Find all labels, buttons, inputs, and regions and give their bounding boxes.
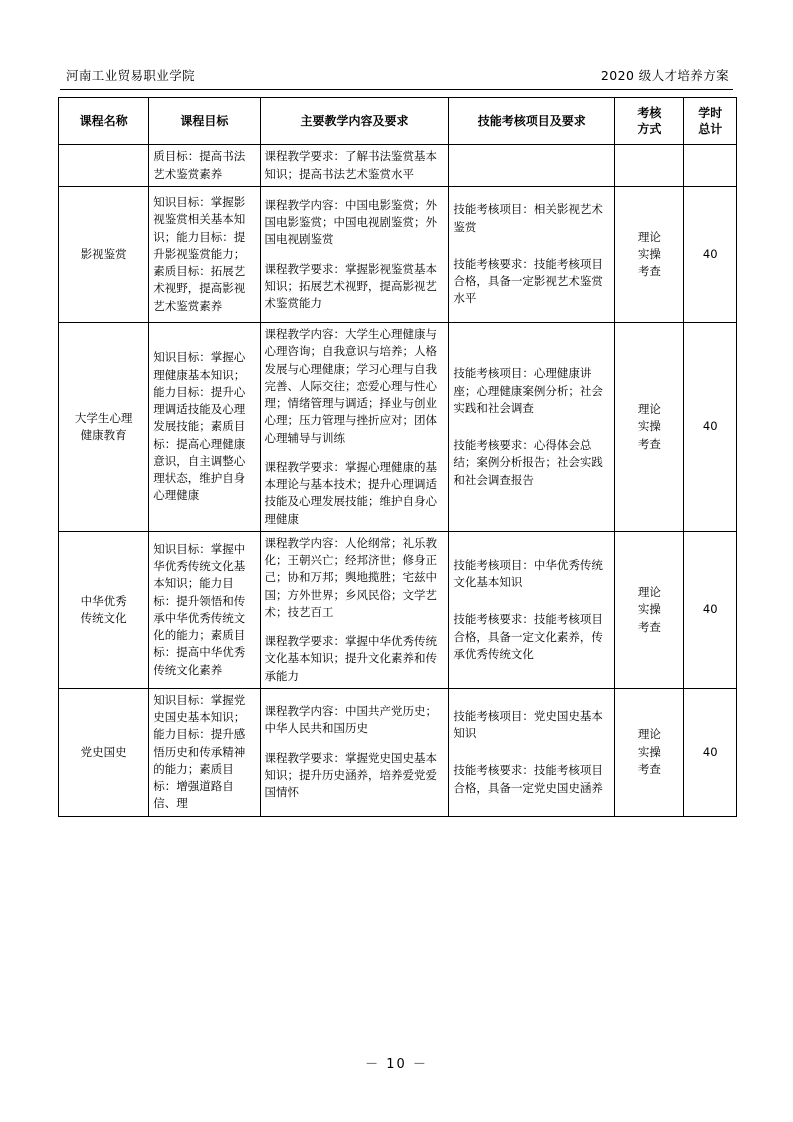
table-header-row <box>59 98 737 145</box>
course-name-text: 大学生心理健康教育 <box>74 410 133 442</box>
cell-assessment-mode <box>615 323 684 532</box>
cell-total-hours: 40 <box>684 186 737 322</box>
table-row <box>59 323 737 532</box>
content-paragraph: 课程教学内容：大学生心理健康与心理咨询；自我意识与培养；人格发展与心理健康；学习心理与自我完善、人际交往；恋爱心理与性心理；情绪管理与调适；择业与创业心理；压力管理与挫折应对；团体心理辅导与训练 <box>264 327 437 445</box>
cell-course-goal: 知识目标：掌握中华优秀传统文化基本知识；能力目标：提升领悟和传承中华优秀传统文化的能力；素质目标：提高中华优秀传统文化素养 <box>149 531 260 688</box>
header-doc-title: 2020 级人才培养方案 <box>600 68 729 83</box>
cell-course-content <box>260 186 449 322</box>
assessment-mode-text: 理论实操考查 <box>637 585 661 634</box>
content-paragraph: 课程教学要求：掌握中华优秀传统文化基本知识；提升文化素养和传承能力 <box>264 634 437 683</box>
cell-course-name <box>59 323 149 532</box>
cell-course-content <box>260 145 449 187</box>
column-header-mode-line1: 考核 <box>637 106 662 120</box>
cell-course-name: 党史国史 <box>59 688 149 816</box>
content-paragraph: 课程教学内容：中国共产党历史；中华人民共和国历史 <box>264 704 437 736</box>
cell-total-hours <box>684 145 737 187</box>
content-paragraph: 课程教学内容：中国电影鉴赏；外国电影鉴赏；中国电视剧鉴赏；外国电视剧鉴赏 <box>264 197 437 247</box>
cell-total-hours: 40 <box>684 531 737 688</box>
cell-skill-assessment <box>449 145 615 187</box>
column-header-mode <box>615 98 684 145</box>
skill-paragraph: 技能考核要求：心得体会总结；案例分析报告；社会实践和社会调查报告 <box>453 438 603 487</box>
cell-assessment-mode <box>615 531 684 688</box>
cell-course-content <box>260 323 449 532</box>
cell-course-goal: 知识目标：掌握党史国史基本知识；能力目标：提升感悟历史和传承精神的能力；素质目标：增强道路自信、理 <box>149 688 260 816</box>
cell-course-goal: 知识目标：掌握心理健康基本知识；能力目标：提升心理调适技能及心理发展技能；素质目标：提高心理健康意识，自主调整心理状态，维护自身心理健康 <box>149 323 260 532</box>
table-row <box>59 186 737 322</box>
skill-paragraph: 技能考核项目：相关影视艺术鉴赏 <box>453 202 603 234</box>
assessment-mode-text: 理论实操考查 <box>637 402 661 451</box>
cell-skill-assessment <box>449 186 615 322</box>
column-header-skill: 技能考核项目及要求 <box>449 98 615 145</box>
column-header-content: 主要教学内容及要求 <box>260 98 449 145</box>
column-header-hours-line2: 总计 <box>698 122 723 137</box>
cell-skill-assessment <box>449 323 615 532</box>
cell-course-name <box>59 145 149 187</box>
cell-course-name: 影视鉴赏 <box>59 186 149 322</box>
page-number: － 10 － <box>365 1057 428 1072</box>
page-footer <box>0 1053 793 1072</box>
header-rule <box>60 89 733 90</box>
assessment-mode-text: 理论实操考查 <box>637 229 661 279</box>
column-header-hours-line1: 学时 <box>698 106 723 120</box>
content-paragraph: 课程教学内容：人伦纲常；礼乐教化；王朝兴亡；经邦济世；修身正己；协和万邦；舆地揽胜；宅兹中国；方外世界；乡风民俗；文学艺术；技艺百工 <box>264 535 437 619</box>
skill-paragraph: 技能考核要求：技能考核项目合格，具备一定文化素养，传承优秀传统文化 <box>453 612 603 661</box>
skill-paragraph: 技能考核要求：技能考核项目合格，具备一定影视艺术鉴赏水平 <box>453 256 603 306</box>
cell-course-goal: 知识目标：掌握影视鉴赏相关基本知识；能力目标：提升影视鉴赏能力；素质目标：拓展艺术视野，提高影视艺术鉴赏素养 <box>149 186 260 322</box>
cell-skill-assessment <box>449 531 615 688</box>
cell-total-hours: 40 <box>684 323 737 532</box>
cell-course-content <box>260 688 449 816</box>
assessment-mode-text: 理论实操考查 <box>637 727 661 776</box>
content-paragraph: 课程教学要求：掌握影视鉴赏基本知识；拓展艺术视野，提高影视艺术鉴赏能力 <box>264 261 437 310</box>
cell-assessment-mode <box>615 145 684 187</box>
column-header-goal: 课程目标 <box>149 98 260 145</box>
cell-skill-assessment <box>449 688 615 816</box>
header-institution: 河南工业贸易职业学院 <box>66 68 196 83</box>
page-header <box>58 66 735 89</box>
column-header-mode-line2: 方式 <box>637 122 662 137</box>
skill-paragraph: 技能考核要求：技能考核项目合格，具备一定党史国史涵养 <box>453 763 603 795</box>
curriculum-table <box>58 97 737 817</box>
column-header-name: 课程名称 <box>59 98 149 145</box>
skill-paragraph: 技能考核项目：中华优秀传统文化基本知识 <box>453 557 603 589</box>
course-name-text: 中华优秀传统文化 <box>80 593 127 625</box>
cell-course-content <box>260 531 449 688</box>
cell-course-name <box>59 531 149 688</box>
table-row <box>59 688 737 816</box>
content-paragraph: 课程教学要求：掌握党史国史基本知识；提升历史涵养，培养爱党爱国情怀 <box>264 750 437 800</box>
cell-course-goal: 质目标：提高书法艺术鉴赏素养 <box>149 145 260 187</box>
content-paragraph: 课程教学要求：掌握心理健康的基本理论与基本技术；提升心理调适技能及心理发展技能；维护自身心理健康 <box>264 459 437 526</box>
cell-total-hours: 40 <box>684 688 737 816</box>
table-row <box>59 531 737 688</box>
content-paragraph: 课程教学要求：了解书法鉴赏基本知识；提高书法艺术鉴赏水平 <box>264 149 437 181</box>
skill-paragraph: 技能考核项目：心理健康讲座；心理健康案例分析；社会实践和社会调查 <box>453 366 603 415</box>
cell-assessment-mode <box>615 688 684 816</box>
column-header-hours <box>684 98 737 145</box>
table-row <box>59 145 737 187</box>
cell-assessment-mode <box>615 186 684 322</box>
skill-paragraph: 技能考核项目：党史国史基本知识 <box>453 708 603 740</box>
